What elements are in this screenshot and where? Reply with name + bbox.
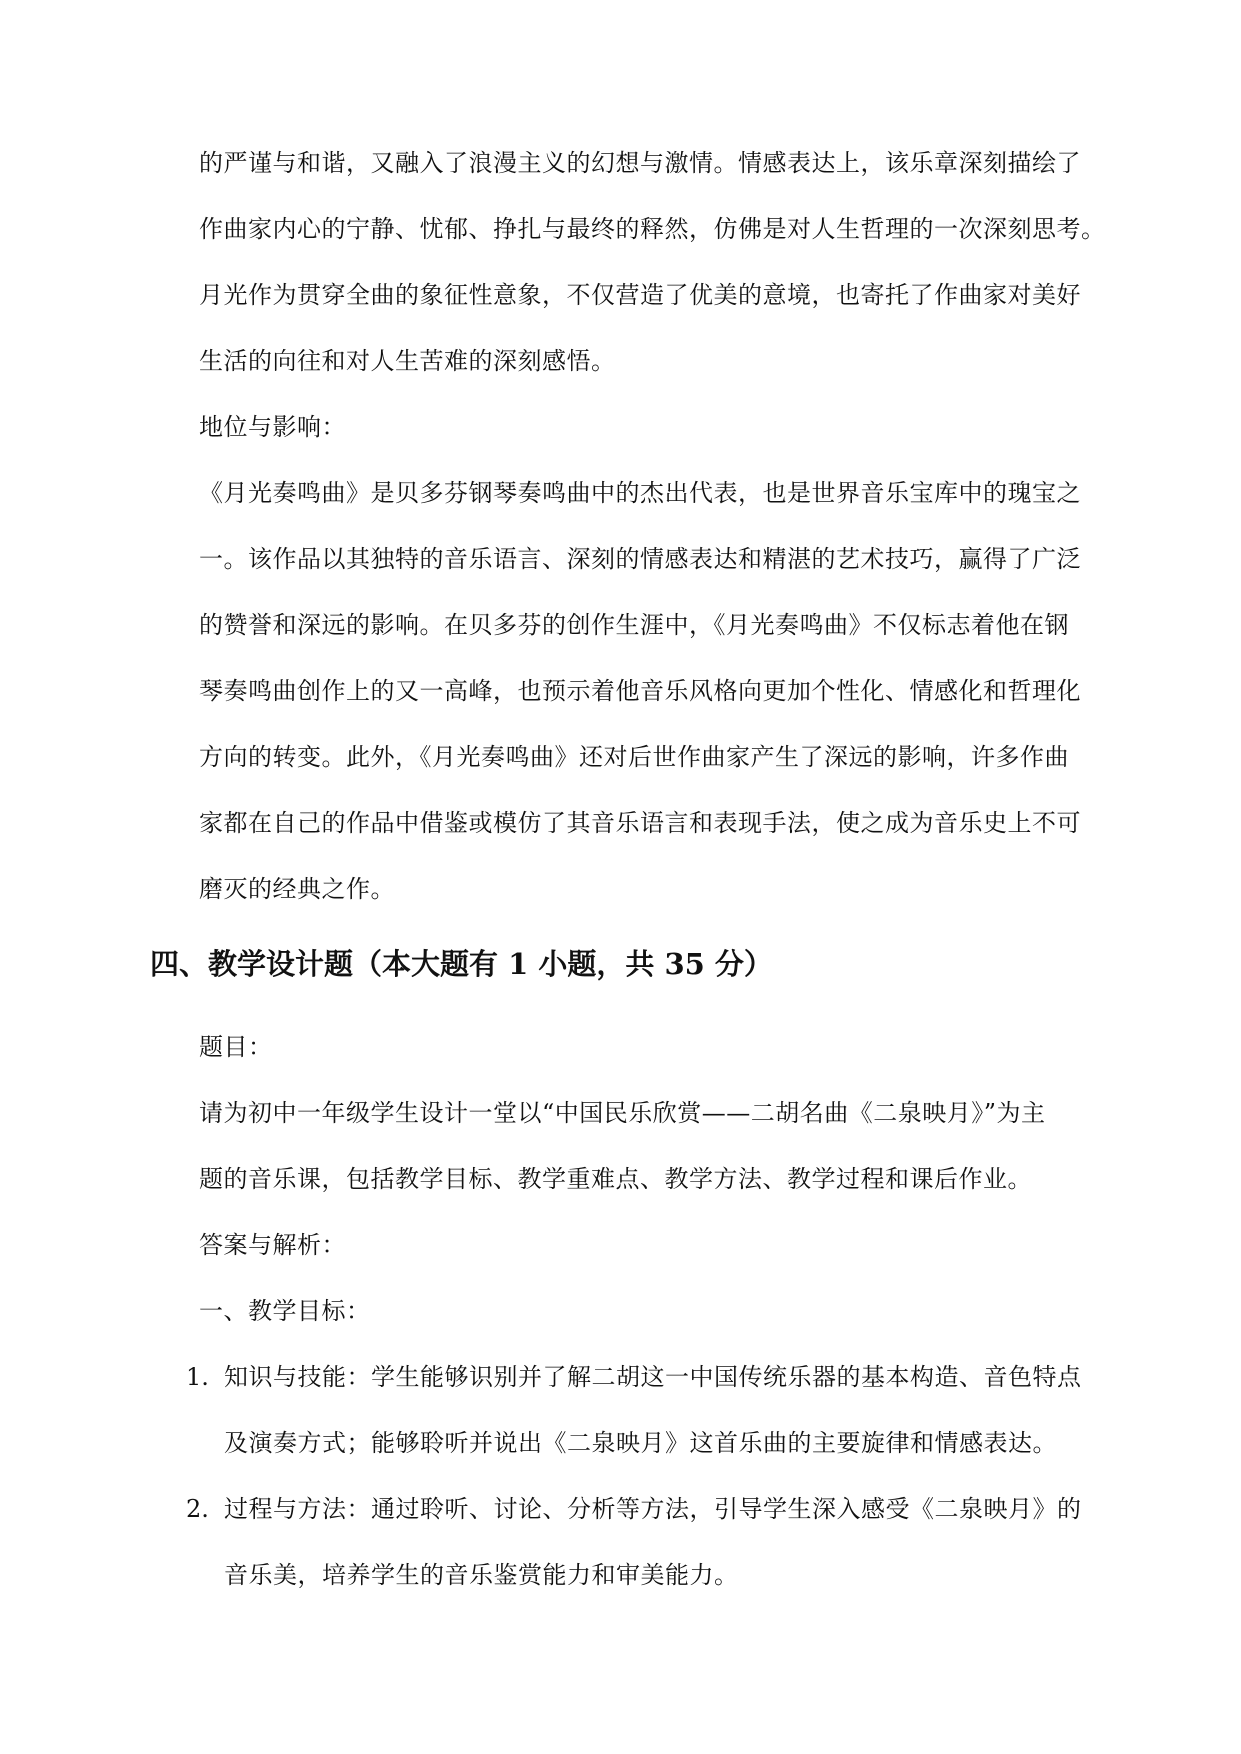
question-line: 请为初中一年级学生设计一堂以“中国民乐欣赏——二胡名曲《二泉映月》”为主 [199,1099,1046,1127]
answer-label: 答案与解析： [199,1231,346,1259]
question-label: 题目： [199,1033,273,1061]
list-item-line: 知识与技能：学生能够识别并了解二胡这一中国传统乐器的基本构造、音色特点 [224,1363,1082,1391]
list-item-line: 音乐美，培养学生的音乐鉴赏能力和审美能力。 [224,1561,739,1589]
paragraph-line: 方向的转变。此外，《月光奏鸣曲》还对后世作曲家产生了深远的影响，许多作曲 [199,743,1069,771]
question-line: 题的音乐课，包括教学目标、教学重难点、教学方法、教学过程和课后作业。 [199,1165,1032,1193]
list-item-line: 及演奏方式；能够聆听并说出《二泉映月》这首乐曲的主要旋律和情感表达。 [224,1429,1057,1457]
paragraph-line: 作曲家内心的宁静、忧郁、挣扎与最终的释然，仿佛是对人生哲理的一次深刻思考。 [199,215,1106,243]
paragraph-line: 家都在自己的作品中借鉴或模仿了其音乐语言和表现手法，使之成为音乐史上不可 [199,809,1081,837]
paragraph-line: 《月光奏鸣曲》是贝多芬钢琴奏鸣曲中的杰出代表，也是世界音乐宝库中的瑰宝之 [199,479,1081,507]
paragraph-line: 一。该作品以其独特的音乐语言、深刻的情感表达和精湛的艺术技巧，赢得了广泛 [199,545,1081,573]
paragraph-line: 的严谨与和谐，又融入了浪漫主义的幻想与激情。情感表达上，该乐章深刻描绘了 [199,149,1081,177]
list-number: 1. [186,1363,209,1391]
list-number: 2. [186,1495,209,1523]
paragraph-line: 生活的向往和对人生苦难的深刻感悟。 [199,347,616,375]
paragraph-line: 磨灭的经典之作。 [199,875,395,903]
paragraph-line: 琴奏鸣曲创作上的又一高峰，也预示着他音乐风格向更加个性化、情感化和哲理化 [199,677,1081,705]
section-label-influence: 地位与影响： [199,413,346,441]
paragraph-line: 的赞誉和深远的影响。在贝多芬的创作生涯中，《月光奏鸣曲》不仅标志着他在钢 [199,611,1069,639]
section-heading: 四、教学设计题（本大题有 1 小题，共 35 分） [150,947,773,981]
objectives-label: 一、教学目标： [199,1297,371,1325]
list-item-line: 过程与方法：通过聆听、讨论、分析等方法，引导学生深入感受《二泉映月》的 [224,1495,1082,1523]
paragraph-line: 月光作为贯穿全曲的象征性意象，不仅营造了优美的意境，也寄托了作曲家对美好 [199,281,1081,309]
